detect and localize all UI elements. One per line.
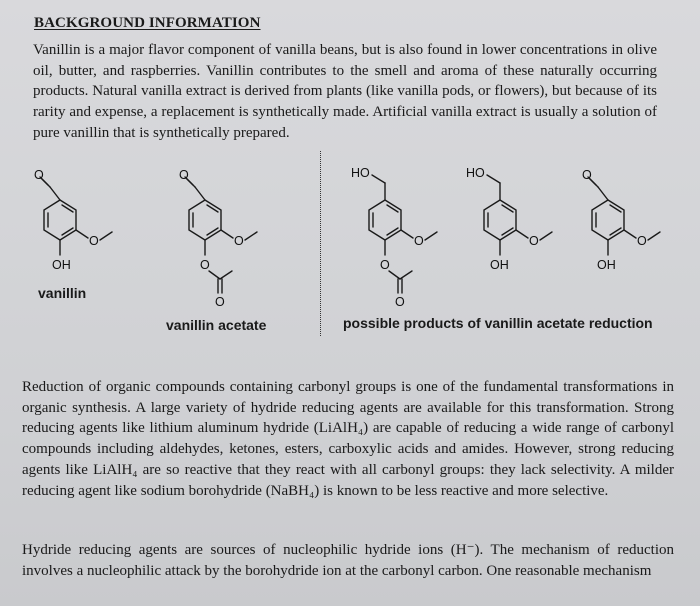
- product-c-structure: [588, 177, 660, 255]
- atom-label: O: [380, 258, 390, 272]
- atom-label: O: [637, 234, 647, 248]
- atom-label: OH: [597, 258, 616, 272]
- vanillin-caption: vanillin: [38, 285, 87, 301]
- figure-divider: [320, 151, 321, 336]
- section-heading: BACKGROUND INFORMATION: [34, 15, 261, 31]
- atom-label: O: [414, 234, 424, 248]
- atom-label: O: [179, 168, 189, 182]
- atom-label: O: [200, 258, 210, 272]
- atom-label: O: [582, 168, 592, 182]
- atom-label: HO: [351, 166, 370, 180]
- product-b-structure: [484, 175, 552, 255]
- vanillin-structure: [40, 177, 112, 255]
- atom-label: O: [215, 295, 225, 309]
- atom-label: O: [34, 168, 44, 182]
- atom-label: OH: [52, 258, 71, 272]
- mechanism-paragraph: Hydride reducing agents are sources of nucleophilic hydride ions (H⁻). The mechanism of reduction involves a nucleophilic attack by the borohydride ion at the carbonyl carbon. One reasonable mechanism: [22, 542, 674, 579]
- atom-label: O: [89, 234, 99, 248]
- vanillin-acetate-caption: vanillin acetate: [166, 317, 267, 333]
- atom-label: O: [529, 234, 539, 248]
- atom-label: HO: [466, 166, 485, 180]
- products-caption: possible products of vanillin acetate reduction: [343, 315, 653, 331]
- atom-label: OH: [490, 258, 509, 272]
- atom-label: O: [234, 234, 244, 248]
- product-a-structure: [369, 175, 437, 293]
- reduction-paragraph: Reduction of organic compounds containing carbonyl groups is one of the fundamental transformations in organic synthesis. A large variety of hydride reducing agents are available for this transformation. Strong reducing agents like lithium aluminum hydride (LiAlH₄) are capable of reducing a wide range of carbonyl compounds including aldehydes, ketones, esters, carboxylic acids and amides. However, strong reducing agents like LiAlH₄ are so reactive that they react with all carbonyl groups: they lack selectivity. A milder reducing agent like sodium borohydride (NaBH₄) is known to be less reactive and more selective.: [22, 379, 674, 499]
- vanillin-acetate-structure: [185, 177, 257, 293]
- atom-label: O: [395, 295, 405, 309]
- intro-paragraph: Vanillin is a major flavor component of vanilla beans, but is also found in lower concentrations in olive oil, butter, and raspberries. Vanillin contributes to the smell and aroma of these naturally occurring products. Natural vanilla extract is derived from plants (like vanilla pods, or flowers), but because of its rarity and expense, a replacement is synthetically made. Artificial vanilla extract is usually a solution of pure vanillin that is synthetically prepared.: [33, 42, 657, 141]
